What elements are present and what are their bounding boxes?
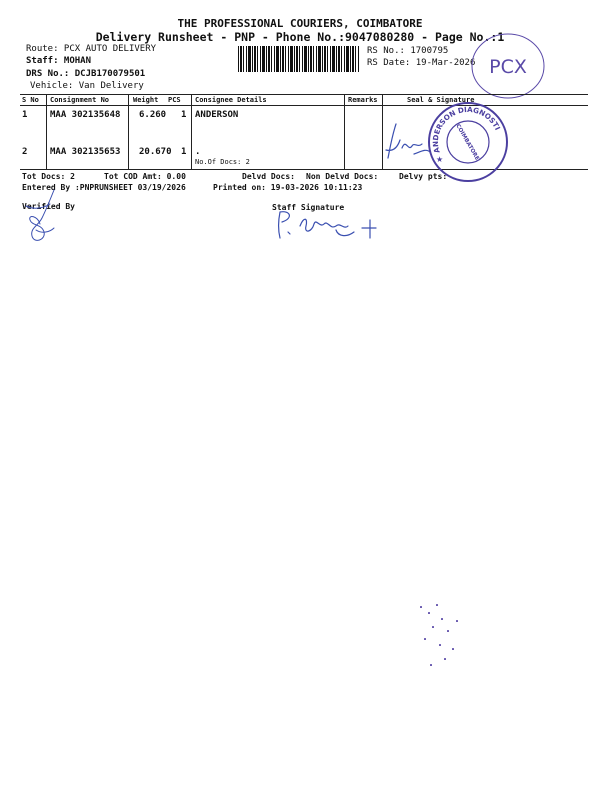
row1-consignment: MAA 302135648 (50, 110, 121, 120)
row1-weight: 6.260 (139, 110, 167, 120)
header-weight: Weight (133, 96, 159, 104)
row1-pcs: 1 (181, 110, 187, 120)
pcx-stamp (468, 30, 548, 102)
staff-label: Staff: MOHAN (26, 56, 92, 66)
rs-number: RS No.: 1700795 (367, 46, 449, 56)
row2-doc-count: No.Of Docs: 2 (195, 158, 250, 166)
svg-text:ANDERSON DIAGNOSTIC SERVICES P (426, 100, 503, 158)
row2-consignee: . (195, 147, 201, 157)
row2-sno: 2 (22, 147, 28, 157)
runsheet-subtitle: Delivery Runsheet - PNP - Phone No.:9047080280 - Page No.:1 (95, 30, 505, 44)
row1-consignee: ANDERSON (195, 110, 239, 120)
rs-date: RS Date: 19-Mar-2026 (367, 58, 476, 68)
total-docs: Tot Docs: 2 (22, 172, 75, 181)
header-remarks: Remarks (348, 96, 378, 104)
seal-star-icon: ★ (436, 155, 444, 164)
non-delivered-docs: Non Delvd Docs: (306, 172, 379, 181)
header-consignee: Consignee Details (195, 96, 267, 104)
seal-city: COIMBATORE (454, 123, 480, 162)
header-pcs: PCS (168, 96, 181, 104)
header-sno: S No (22, 96, 39, 104)
header-consignment: Consignment No (50, 96, 110, 104)
drs-number: DRS No.: DCJB170079501 (26, 69, 146, 79)
pcx-stamp-text: PCX (489, 56, 527, 78)
row2-pcs: 1 (181, 147, 187, 157)
row2-weight: 20.670 (139, 147, 172, 157)
staff-signature-label: Staff Signature (272, 203, 345, 212)
verified-by-label: Verified By (22, 202, 75, 211)
vehicle-label: Vehicle: Van Delivery (30, 81, 144, 91)
row2-consignment: MAA 302135653 (50, 147, 121, 157)
entered-by: Entered By :PNPRUNSHEET 03/19/2026 (22, 183, 186, 192)
seal-company-name: ANDERSON DIAGNOSTIC (430, 104, 503, 155)
printed-on: Printed on: 19-03-2026 10:11:23 (213, 183, 363, 192)
verifier-signature (20, 186, 70, 248)
delivered-docs: Delvd Docs: (242, 172, 295, 181)
staff-signature (274, 208, 386, 242)
barcode (238, 46, 360, 72)
row1-sno: 1 (22, 110, 28, 120)
company-title: THE PROFESSIONAL COURIERS, COIMBATORE (177, 17, 423, 30)
total-cod: Tot COD Amt: 0.00 (104, 172, 186, 181)
route-label: Route: PCX AUTO DELIVERY (26, 44, 157, 54)
delivery-points: Delvy pts: (399, 172, 448, 181)
header-seal: Seal & Signature (407, 96, 475, 104)
